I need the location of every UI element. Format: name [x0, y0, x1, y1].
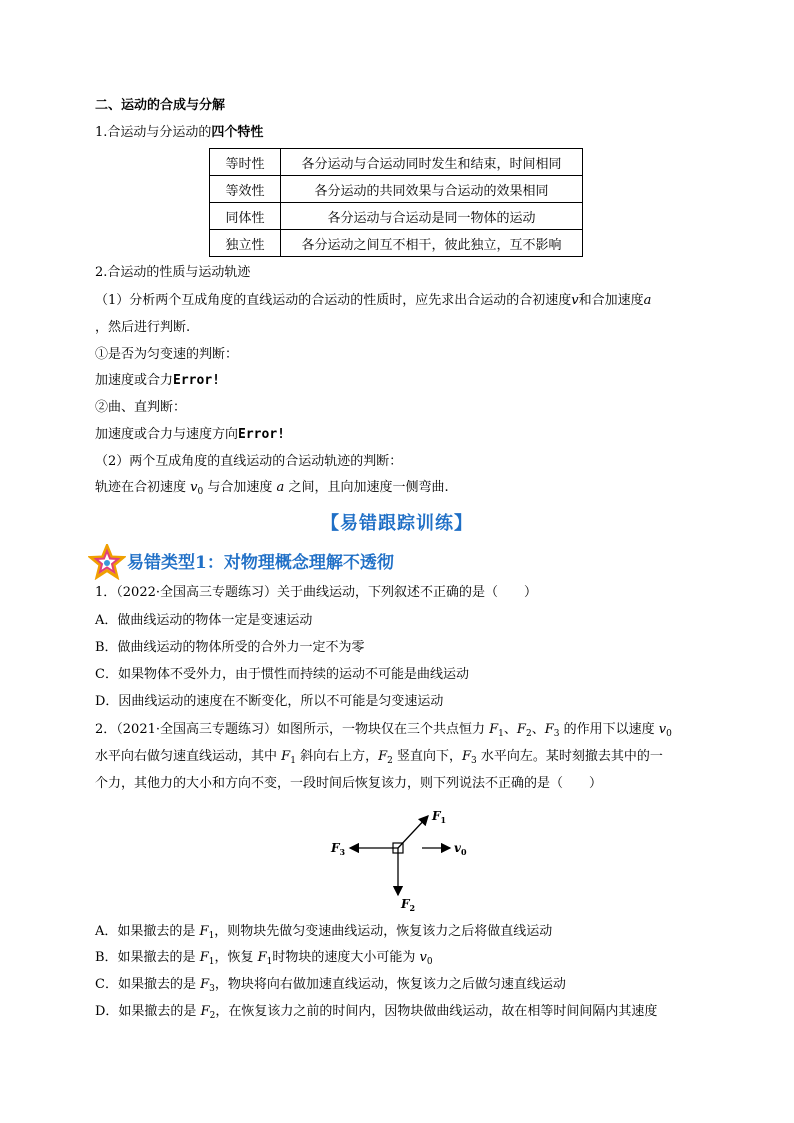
property-desc: 各分运动与合运动是同一物体的运动 — [281, 203, 583, 230]
property-key: 独立性 — [210, 230, 281, 257]
force-f1-arrow — [398, 816, 428, 848]
item1-title: 1.合运动与分运动的四个特性 — [95, 125, 264, 140]
section-banner: 【易错跟踪训练】 — [321, 513, 473, 534]
criterion-2-value: 加速度或合力与速度方向Error! — [95, 427, 285, 442]
question-2-option-c: C．如果撤去的是 $F_3$，物块将向右做加速直线运动，恢复该力之后做匀速直线运动 — [95, 977, 566, 994]
item2-title: 2.合运动的性质与运动轨迹 — [95, 265, 251, 280]
property-desc: 各分运动之间互不相干，彼此独立，互不影响 — [281, 230, 583, 257]
question-2-line-3: 个力，其他力的大小和方向不变，一段时间后恢复该力，则下列说法不正确的是（ ） — [95, 776, 603, 791]
property-desc: 各分运动的共同效果与合运动的效果相同 — [281, 176, 583, 203]
question-2-option-d: D．如果撤去的是 $F_2$，在恢复该力之前的时间内，因物块做曲线运动，故在相等时间间隔内其速度 — [95, 1004, 658, 1021]
table-row — [210, 203, 583, 230]
property-desc: 各分运动与合运动同时发生和结束，时间相同 — [281, 149, 583, 176]
star-icon — [88, 544, 126, 580]
label-f1: $F_1$ — [432, 809, 447, 825]
table-row — [210, 149, 583, 176]
property-key: 同体性 — [210, 203, 281, 230]
label-v0: $v_0$ — [454, 841, 467, 857]
question-2-line-1: 2．（2021·全国高三专题练习）如图所示，一物块仅在三个共点恒力 $F_1$、$F_2$、$F_3$ 的作用下以速度 $v_0$ — [95, 722, 672, 739]
paragraph-1: （1）分析两个互成角度的直线运动的合运动的性质时，应先求出合运动的合初速度v和合加速度a — [95, 293, 652, 308]
paragraph-1-cont: ，然后进行判断. — [95, 320, 191, 335]
paragraph-2: （2）两个互成角度的直线运动的合运动轨迹的判断： — [95, 454, 403, 469]
property-key: 等效性 — [210, 176, 281, 203]
force-diagram — [320, 800, 490, 915]
table-row — [210, 176, 583, 203]
section-heading: 二、运动的合成与分解 — [95, 98, 226, 113]
question-1-option-a: A．做曲线运动的物体一定是变速运动 — [95, 613, 313, 628]
paragraph-3: 轨迹在合初速度 $v_0$ 与合加速度 a 之间，且向加速度一侧弯曲. — [95, 480, 449, 497]
error-type-title: 易错类型1：对物理概念理解不透彻 — [127, 553, 394, 573]
criterion-1-value: 加速度或合力Error! — [95, 373, 220, 388]
property-key: 等时性 — [210, 149, 281, 176]
label-f3: $F_3$ — [331, 841, 346, 857]
question-1-option-c: C．如果物体不受外力，由于惯性而持续的运动不可能是曲线运动 — [95, 667, 469, 682]
criterion-1: ①是否为匀变速的判断： — [95, 347, 239, 362]
question-1-stem: 1．（2022·全国高三专题练习）关于曲线运动，下列叙述不正确的是（ ） — [95, 585, 537, 600]
criterion-2: ②曲、直判断： — [95, 400, 187, 415]
question-1-option-b: B．做曲线运动的物体所受的合外力一定不为零 — [95, 640, 365, 655]
question-2-option-b: B．如果撤去的是 $F_1$，恢复 $F_1$时物块的速度大小可能为 $v_0$ — [95, 950, 433, 967]
label-f2: $F_2$ — [401, 897, 416, 913]
table-row — [210, 230, 583, 257]
question-2-option-a: A．如果撤去的是 $F_1$，则物块先做匀变速曲线运动，恢复该力之后将做直线运动 — [95, 924, 553, 941]
question-1-option-d: D．因曲线运动的速度在不断变化，所以不可能是匀变速运动 — [95, 694, 444, 709]
question-2-line-2: 水平向右做匀速直线运动，其中 $F_1$ 斜向右上方，$F_2$ 竖直向下，$F_3$ 水平向左。某时刻撤去其中的一 — [95, 749, 663, 766]
properties-table — [209, 148, 583, 257]
